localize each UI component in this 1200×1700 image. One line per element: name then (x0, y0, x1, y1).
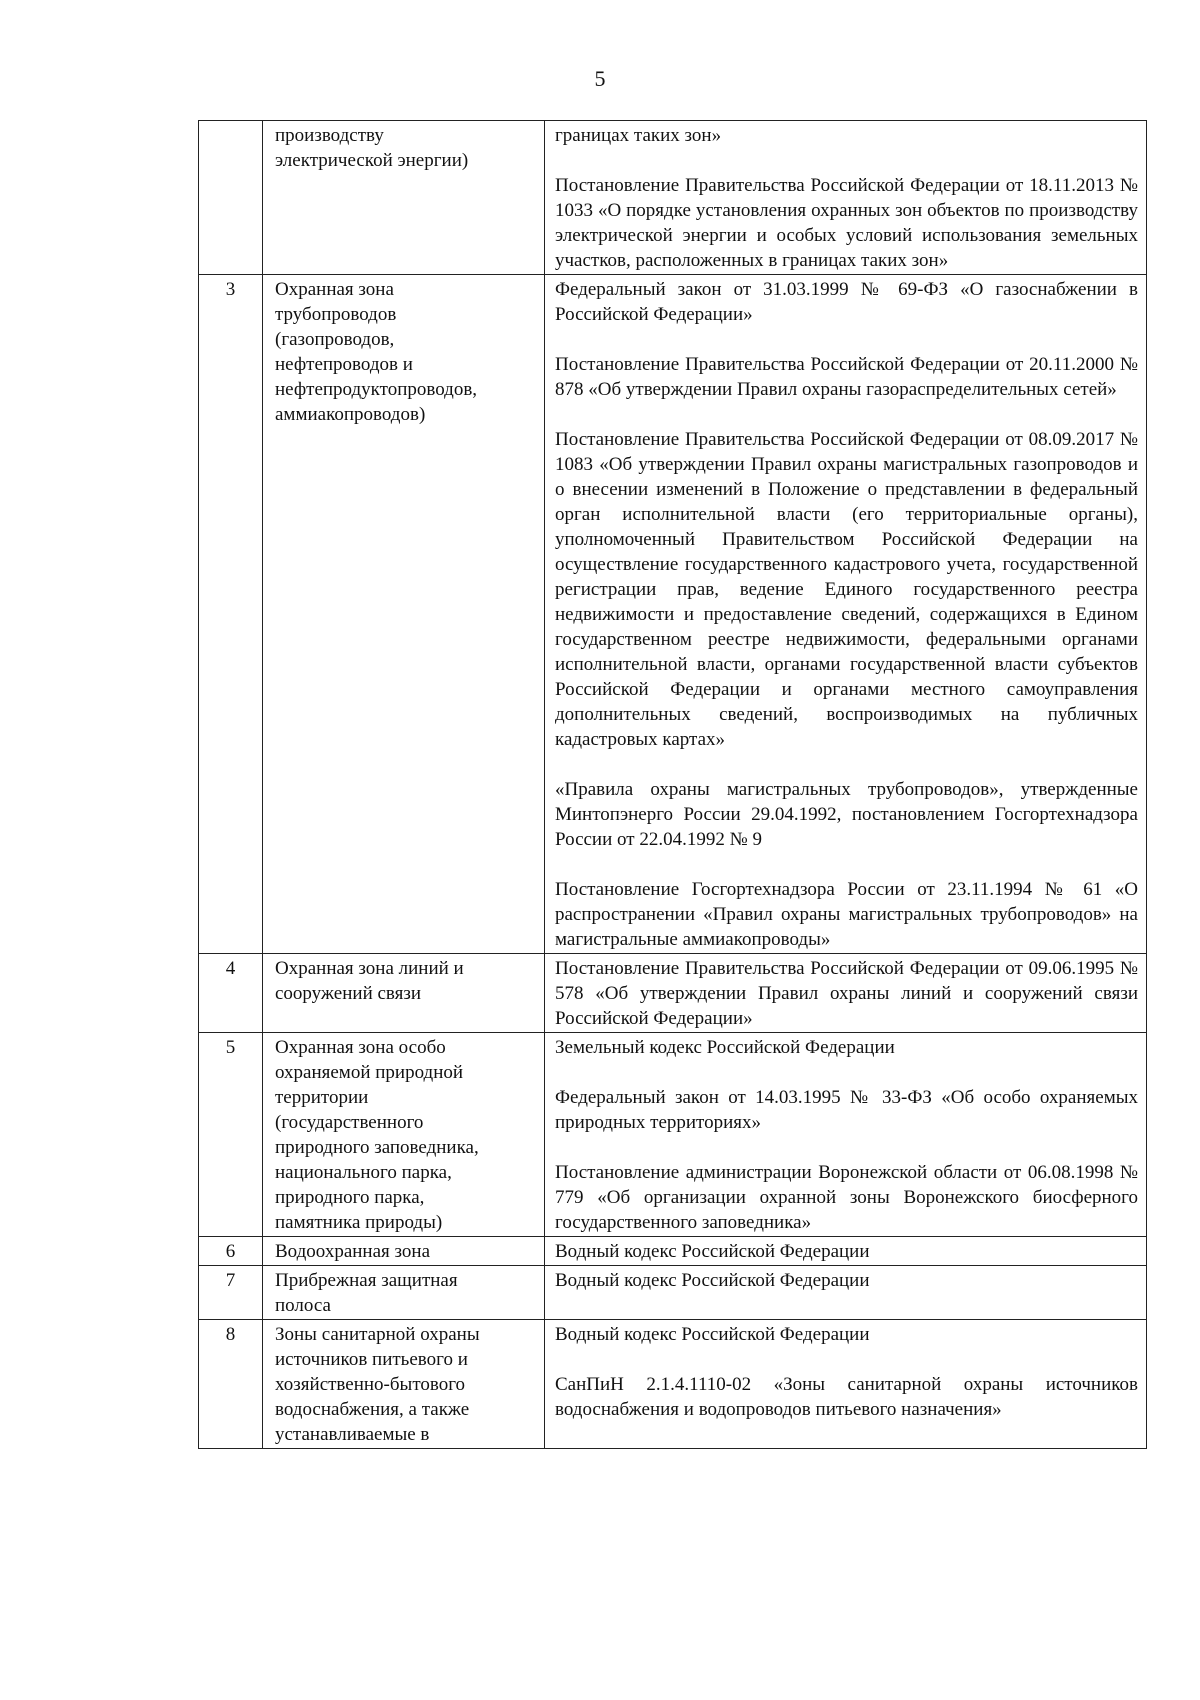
legal-documents (545, 954, 1147, 1033)
table-row (199, 1237, 1147, 1266)
legal-documents (545, 1237, 1147, 1266)
zone-name: Охранная зона особо охраняемой природной территории (государственного природного заповедника, национального парка, природного парка, памятника природы) (263, 1033, 545, 1237)
legal-document: Земельный кодекс Российской Федерации (555, 1037, 895, 1058)
table-row (199, 121, 1147, 275)
zone-name: Охранная зона линий и сооружений связи (263, 954, 545, 1033)
table-row (199, 1033, 1147, 1237)
legal-document: Федеральный закон от 31.03.1999 № 69-ФЗ «О газоснабжении в Российской Федерации» (555, 279, 1138, 325)
legal-documents (545, 275, 1147, 954)
legal-documents (545, 121, 1147, 275)
legal-document: Постановление Правительства Российской Федерации от 08.09.2017 № 1083 «Об утверждении Правил охраны магистральных газопроводов и о внесении изменений в Положение о представлении в федеральный орган исполнительной власти (его территориальные органы), уполномоченный Правительством Российской Федерации на осуществление государственного кадастрового учета, государственной регистрации прав, ведение Единого государственного реестра недвижимости и предоставление сведений, содержащихся в Едином государственном реестре недвижимости, федеральными органами исполнительной власти, органами государственной власти субъектов Российской Федерации и органами местного самоуправления дополнительных сведений, воспроизводимых на публичных кадастровых картах» (555, 429, 1138, 750)
zone-name: производству электрической энергии) (263, 121, 545, 275)
table-row (199, 1266, 1147, 1320)
legal-document: Постановление администрации Воронежской области от 06.08.1998 № 779 «Об организации охранной зоны Воронежского биосферного государственного заповедника» (555, 1162, 1138, 1233)
legal-document: Водный кодекс Российской Федерации (555, 1270, 870, 1291)
legal-document: Федеральный закон от 14.03.1995 № 33-ФЗ «Об особо охраняемых природных территориях» (555, 1087, 1138, 1133)
zones-table-body (199, 121, 1147, 1449)
row-number: 7 (199, 1266, 263, 1320)
zone-name: Зоны санитарной охраны источников питьевого и хозяйственно-бытового водоснабжения, а также устанавливаемые в (263, 1320, 545, 1449)
row-number: 4 (199, 954, 263, 1033)
legal-document: Постановление Правительства Российской Федерации от 20.11.2000 № 878 «Об утверждении Правил охраны газораспределительных сетей» (555, 354, 1138, 400)
legal-document: Постановление Госгортехнадзора России от 23.11.1994 № 61 «О распространении «Правил охраны магистральных трубопроводов» на магистральные аммиакопроводы» (555, 879, 1138, 950)
legal-documents (545, 1266, 1147, 1320)
legal-documents (545, 1320, 1147, 1449)
zones-table (198, 120, 1147, 1449)
legal-document: СанПиН 2.1.4.1110-02 «Зоны санитарной охраны источников водоснабжения и водопроводов питьевого назначения» (555, 1374, 1138, 1420)
legal-documents (545, 1033, 1147, 1237)
table-row (199, 1320, 1147, 1449)
legal-document: Водный кодекс Российской Федерации (555, 1241, 870, 1262)
legal-document: Постановление Правительства Российской Федерации от 09.06.1995 № 578 «Об утверждении Правил охраны линий и сооружений связи Российской Федерации» (555, 958, 1138, 1029)
legal-document: границах таких зон» (555, 125, 722, 146)
row-number (199, 121, 263, 275)
row-number: 6 (199, 1237, 263, 1266)
legal-document: «Правила охраны магистральных трубопроводов», утвержденные Минтопэнерго России 29.04.1992, постановлением Госгортехнадзора России от 22.04.1992 № 9 (555, 779, 1138, 850)
legal-document: Постановление Правительства Российской Федерации от 18.11.2013 № 1033 «О порядке установления охранных зон объектов по производству электрической энергии и особых условий использования земельных участков, расположенных в границах таких зон» (555, 175, 1138, 271)
zone-name: Водоохранная зона (263, 1237, 545, 1266)
table-row (199, 954, 1147, 1033)
row-number: 3 (199, 275, 263, 954)
zone-name: Прибрежная защитная полоса (263, 1266, 545, 1320)
legal-document: Водный кодекс Российской Федерации (555, 1324, 870, 1345)
page-number: 5 (594, 66, 606, 91)
zone-name: Охранная зона трубопроводов (газопроводов, нефтепроводов и нефтепродуктопроводов, аммиакопроводов) (263, 275, 545, 954)
row-number: 8 (199, 1320, 263, 1449)
row-number: 5 (199, 1033, 263, 1237)
table-row (199, 275, 1147, 954)
